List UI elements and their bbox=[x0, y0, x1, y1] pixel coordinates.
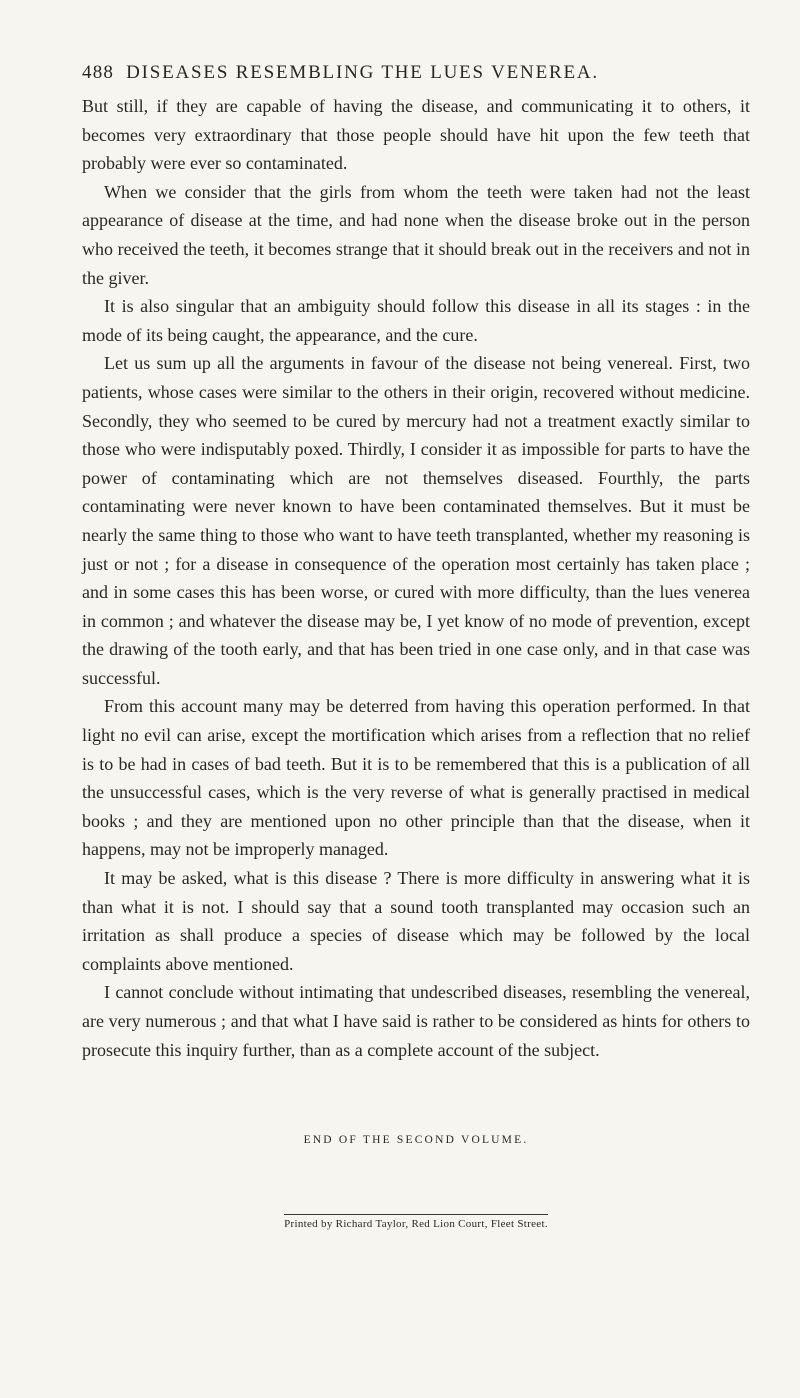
end-of-volume-note: END OF THE SECOND VOLUME. bbox=[303, 1134, 529, 1147]
book-page bbox=[82, 62, 750, 1232]
running-head: DISEASES RESEMBLING THE LUES VENEREA. bbox=[126, 62, 599, 83]
paragraph: When we consider that the girls from whom the teeth were taken had not the least appearance of disease at the time, and had none when the disease broke out in the person who received the teeth, it becomes strange that it should break out in the receivers and not in the giver. bbox=[82, 181, 750, 288]
printer-imprint-block bbox=[82, 1214, 750, 1232]
paragraph: It may be asked, what is this disease ? There is more difficulty in answering what it is than what it is not. I should say that a sound tooth transplanted may occasion such an irritation as shall produce a species of disease which may be followed by the local complaints above mentioned. bbox=[82, 868, 750, 974]
body-text bbox=[82, 92, 750, 1064]
page-header bbox=[82, 62, 750, 84]
paragraph: It is also singular that an ambiguity should follow this disease in all its stages : in the mode of its being caught, the appearance, and the cure. bbox=[82, 296, 750, 345]
paragraph: But still, if they are capable of having the disease, and communicating it to others, it becomes very extraordinary that those people should have hit upon the few teeth that probably were ever so contaminated. bbox=[82, 96, 750, 174]
paragraph: From this account many may be deterred from having this operation performed. In that light no evil can arise, except the mortification which arises from a reflection that no relief is to be had in cases of bad teeth. But it is to be remembered that this is a publication of all the unsuccessful cases, which is the very reverse of what is generally practised in medical books ; and they are mentioned upon no other principle than that the disease, when it happens, may not be improperly managed. bbox=[82, 696, 750, 860]
printer-imprint: Printed by Richard Taylor, Red Lion Court, Fleet Street. bbox=[284, 1214, 548, 1230]
paragraph: Let us sum up all the arguments in favour of the disease not being venereal. First, two patients, whose cases were similar to the others in their origin, recovered without medicine. Secondly, they who seemed to be cured by mercury had not a treatment exactly similar to those who were indisputably poxed. Thirdly, I consider it as impossible for parts to have the power of contaminating which are not themselves diseased. Fourthly, the parts contaminating were never known to have been contaminated themselves. But it must be nearly the same thing to those who want to have teeth transplanted, whether my reasoning is just or not ; for a disease in consequence of the operation most certainly has taken place ; and in some cases this has been worse, or cured with more difficulty, than the lues venerea in common ; and whatever the disease may be, I yet know of no mode of prevention, except the drawing of the tooth early, and that has been tried in one case only, and in that case was successful. bbox=[82, 353, 750, 688]
paragraph: I cannot conclude without intimating that undescribed diseases, resembling the venereal, are very numerous ; and that what I have said is rather to be considered as hints for others to prosecute this inquiry further, than as a complete account of the subject. bbox=[82, 982, 750, 1060]
page-number: 488 bbox=[82, 62, 115, 83]
